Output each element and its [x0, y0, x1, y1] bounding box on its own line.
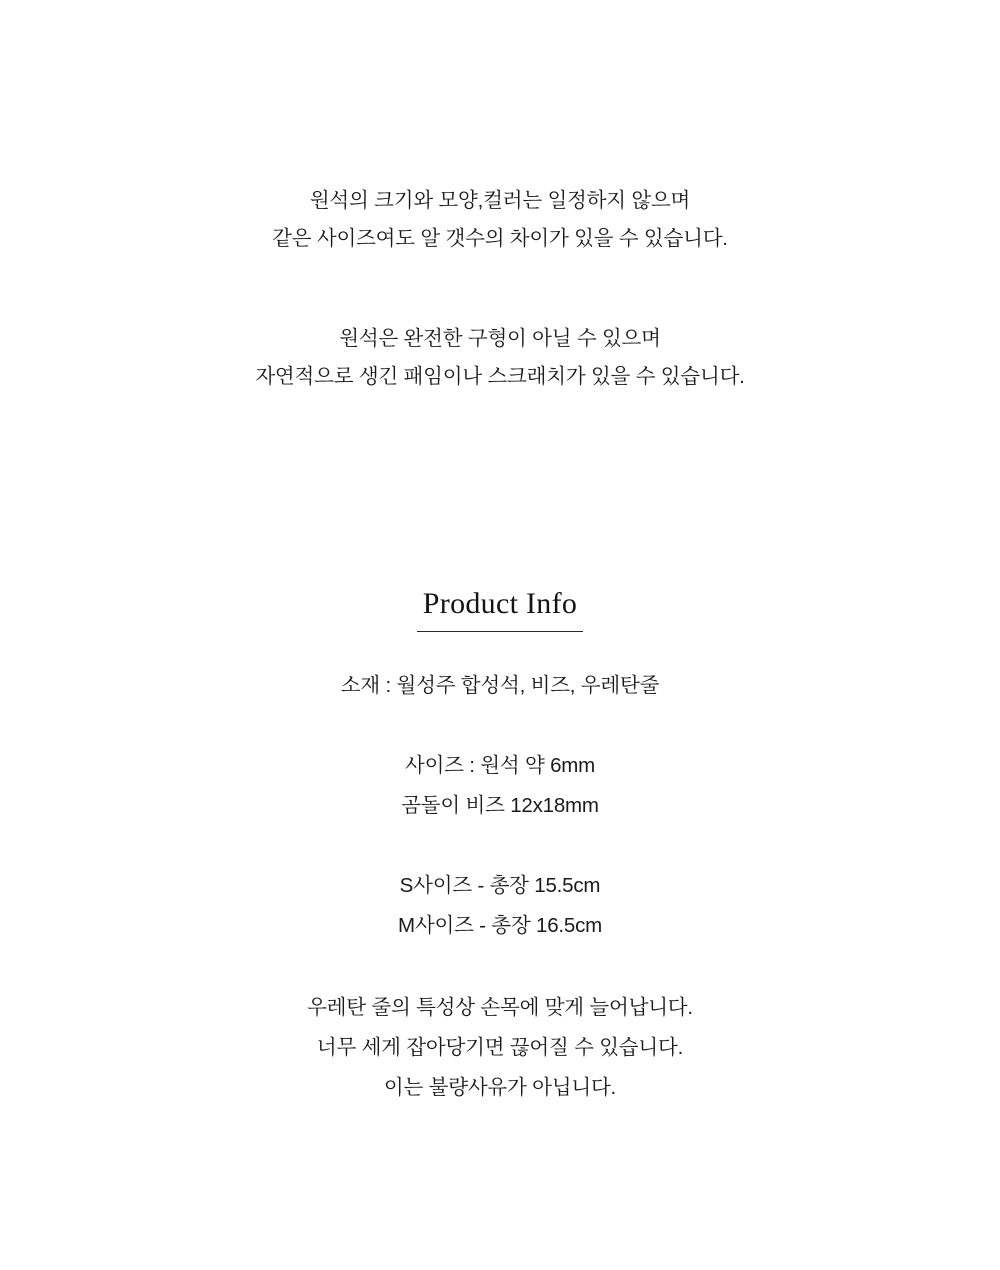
notice-line: 같은 사이즈여도 알 갯수의 차이가 있을 수 있습니다. — [272, 227, 728, 250]
material-block — [341, 666, 659, 706]
notice-line: 자연적으로 생긴 패임이나 스크래치가 있을 수 있습니다. — [255, 365, 745, 388]
notice-line: 원석의 크기와 모양,컬러는 일정하지 않으며 — [309, 189, 691, 212]
length-line: M사이즈 - 총장 16.5cm — [397, 914, 603, 937]
size-block — [401, 746, 599, 826]
care-line: 우레탄 줄의 특성상 손목에 맞게 늘어납니다. — [307, 996, 693, 1019]
notice-block — [255, 182, 744, 396]
care-line: 이는 불량사유가 아닙니다. — [383, 1076, 617, 1099]
care-block — [307, 988, 693, 1108]
size-line: 사이즈 : 원석 약 6mm — [404, 754, 596, 777]
length-block — [398, 866, 602, 946]
product-info-title: Product Info — [417, 586, 583, 632]
care-line: 너무 세게 잡아당기면 끊어질 수 있습니다. — [316, 1036, 684, 1059]
length-line: S사이즈 - 총장 15.5cm — [399, 874, 601, 897]
product-info-heading-wrap — [417, 586, 583, 632]
notice-line: 원석은 완전한 구형이 아닐 수 있으며 — [339, 327, 661, 350]
material-line: 소재 : 월성주 합성석, 비즈, 우레탄줄 — [340, 674, 660, 697]
size-line: 곰돌이 비즈 12x18mm — [401, 794, 599, 817]
notice-spacer — [255, 258, 744, 320]
